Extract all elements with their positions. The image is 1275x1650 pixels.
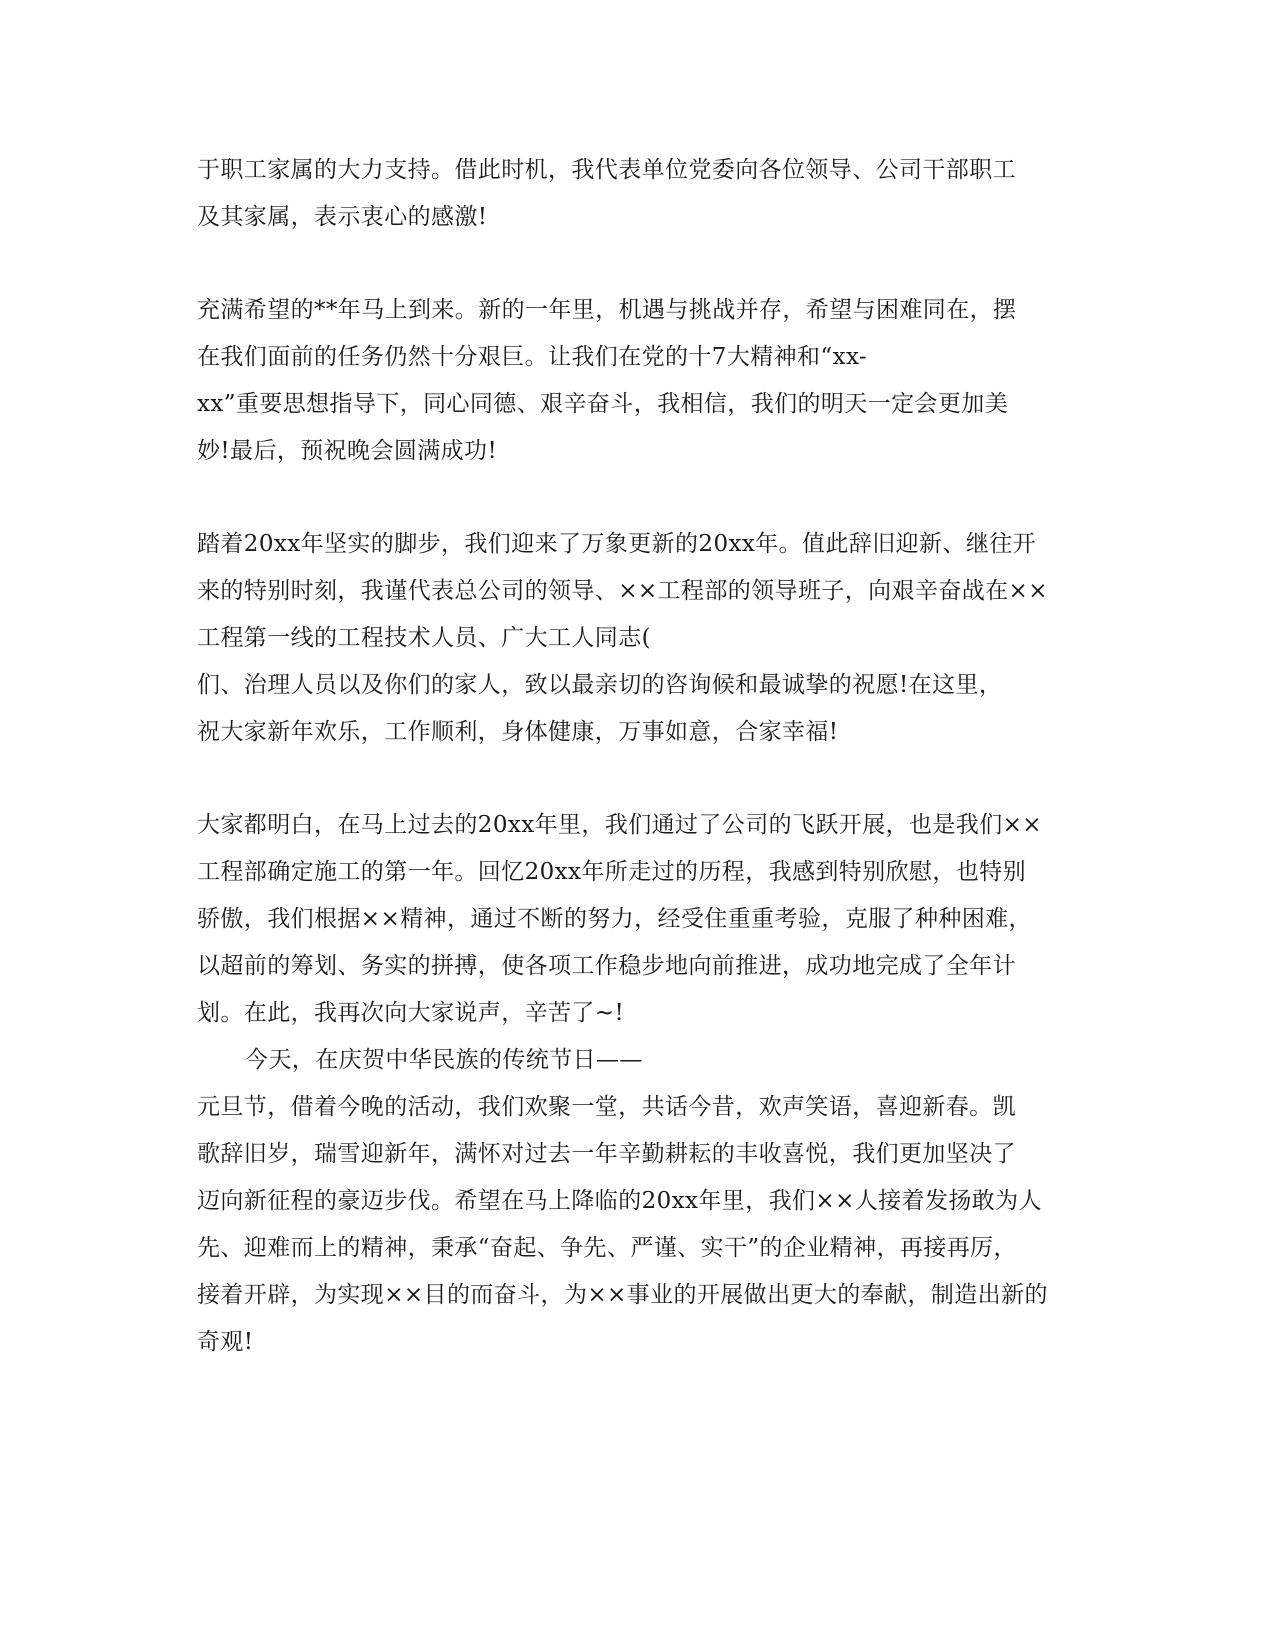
text-line: 来的特别时刻，我谨代表总公司的领导、××工程部的领导班子，向艰辛奋战在×× (197, 578, 1048, 604)
text-line: 迈向新征程的豪迈步伐。希望在马上降临的20xx年里，我们××人接着发扬敢为人 (197, 1188, 1042, 1214)
text-line: 骄傲，我们根据××精神，通过不断的努力，经受住重重考验，克服了种种困难， (197, 906, 1032, 932)
text-line: 工程部确定施工的第一年。回忆20xx年所走过的历程，我感到特别欣慰，也特别 (197, 859, 1027, 885)
text-line: 今天，在庆贺中华民族的传统节日—— (245, 1047, 643, 1073)
text-line: 在我们面前的任务仍然十分艰巨。让我们在党的十7大精神和“xx- (197, 344, 868, 370)
text-line: 工程第一线的工程技术人员、广大工人同志( (197, 625, 651, 651)
text-line: 及其家属，表示衷心的感激! (197, 204, 488, 230)
text-line: 先、迎难而上的精神，秉承“奋起、争先、严谨、实干”的企业精神，再接再厉， (197, 1235, 1017, 1261)
text-line: 元旦节，借着今晚的活动，我们欢聚一堂，共话今昔，欢声笑语，喜迎新春。凯 (197, 1094, 1016, 1120)
text-line: 以超前的筹划、务实的拼搏，使各项工作稳步地向前推进，成功地完成了全年计 (197, 953, 1016, 979)
text-line: 们、治理人员以及你们的家人，致以最亲切的咨询候和最诚挚的祝愿!在这里， (197, 672, 1003, 698)
text-line: 大家都明白，在马上过去的20xx年里，我们通过了公司的飞跃开展，也是我们×× (197, 812, 1042, 838)
text-line: 歌辞旧岁，瑞雪迎新年，满怀对过去一年辛勤耕耘的丰收喜悦，我们更加坚决了 (197, 1141, 1016, 1167)
text-line: 踏着20xx年坚实的脚步，我们迎来了万象更新的20xx年。值此辞旧迎新、继往开 (197, 531, 1037, 557)
text-line: 奇观! (197, 1329, 254, 1355)
text-line: 接着开辟，为实现××目的而奋斗，为××事业的开展做出更大的奉献，制造出新的 (197, 1282, 1048, 1308)
text-line: 妙!最后，预祝晚会圆满成功! (197, 438, 498, 464)
text-line: xx”重要思想指导下，同心同德、艰辛奋斗，我相信，我们的明天一定会更加美 (197, 391, 1009, 417)
text-line: 划。在此，我再次向大家说声，辛苦了~! (197, 1000, 625, 1026)
text-line: 祝大家新年欢乐，工作顺利，身体健康，万事如意，合家幸福! (197, 719, 839, 745)
text-line: 于职工家属的大力支持。借此时机，我代表单位党委向各位领导、公司干部职工 (197, 157, 1016, 183)
text-line: 充满希望的**年马上到来。新的一年里，机遇与挑战并存，希望与困难同在，摆 (197, 297, 1017, 323)
